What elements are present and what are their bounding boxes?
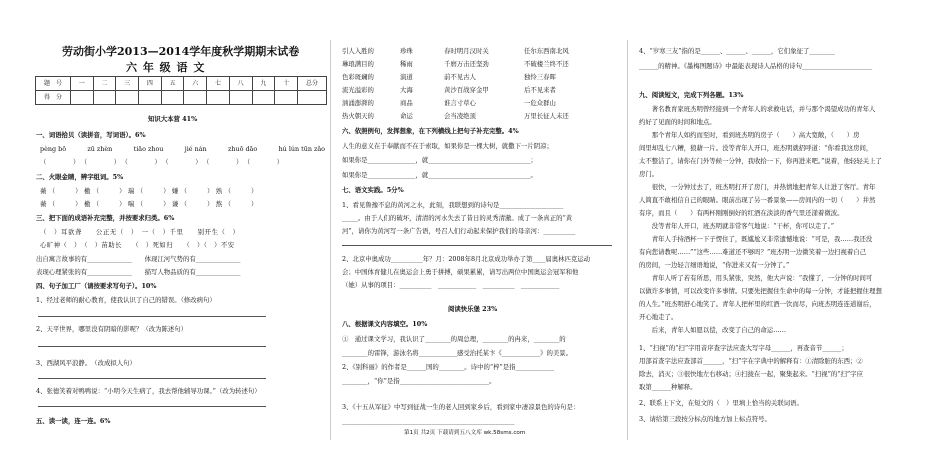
answer-blanks[interactable]: （ ）（ ）（ ）（ ）（ ）（ ） <box>40 158 288 166</box>
passage-line: 有向您请教呢……”“这些……难道还不够吗？”班杰明一边微笑着一边扫视着自己 <box>639 248 867 256</box>
match-item[interactable]: 色彩斑斓的 <box>342 73 374 81</box>
match-item[interactable]: 万里长征人未还 <box>524 112 569 120</box>
paragraph-line[interactable]: 2、《别科丽》的作者是______国的________。诗中的“梓”是指____________ <box>342 363 554 371</box>
answer-line[interactable] <box>38 346 266 347</box>
answer-line[interactable] <box>38 378 266 379</box>
paragraph-line[interactable]: 4、“岁寒三友”指的是______、______、______，它们象征了________ <box>639 47 835 55</box>
passage-line: 青年人听了若有所思，用头紧张，突然，他大声说：“我懂了，一分钟的时间可 <box>639 274 873 282</box>
score-input[interactable] <box>161 91 184 105</box>
score-cell: 十 <box>275 77 298 91</box>
passage-line: 那个青年人如约而至时，看到班杰明的房子（ ）高大宽敞，（ ）房 <box>639 131 860 139</box>
match-item[interactable]: 汹涌澎湃的 <box>342 99 374 107</box>
passage-line: 的房间，一边轻言细语地说，“你进来又有一分钟了。” <box>639 261 790 269</box>
match-item[interactable]: 千磨万击还坚劲 <box>444 60 489 68</box>
passage-line: 后来，青年人如愿以偿，改变了自己的命运…… <box>639 326 786 334</box>
passage-line: 以做许多事情，可以改变许多事情。只要先把握住生命中的每一分钟，才能把握住理想 <box>639 287 882 295</box>
question-heading: 八、根据课文内容填空。10% <box>342 320 428 328</box>
question-heading: 一、词语拾贝（读拼音，写词语）。6% <box>36 131 146 139</box>
match-item[interactable]: 独怜三春晖 <box>524 73 556 81</box>
paragraph-line: 3、《十五从军征》中写到征战一生的老人回到家乡后，看到家中凄凉景色的诗句是： <box>342 403 580 411</box>
score-cell: 三 <box>116 77 139 91</box>
idiom-row[interactable]: （ ）耳欲聋 公正无（ ） 一（ ）千里 别开生（ ） <box>40 228 240 236</box>
passage-line: 间里却乱七八糟，狼藉一片。没等青年人开口，班杰明就招呼道：“你看我这房间， <box>639 144 873 152</box>
pinyin-item: pèng bō <box>40 145 67 153</box>
paragraph-line[interactable]: 1、看见鲁豫不息的黄河之水，此刻，我联想到的诗句是____________________ <box>342 201 564 209</box>
pinyin-item: tiāo zhou <box>133 145 164 153</box>
question-heading: 六、依照例句，发挥想象，在下列横线上把句子补充完整。4% <box>342 127 519 135</box>
passage-line: 约好了见面的时间和地点。 <box>639 118 716 126</box>
pinyin-item: hú lún tūn zǎo <box>278 145 325 153</box>
paragraph-line: 会；中国体育健儿在奥运会上勇于拼搏，硕果累累，请写出两位中国奥运会冠军和他 <box>342 268 579 276</box>
classify-line[interactable]: 出自寓言故事的有______________ 体现江河气势的有______________ <box>36 255 241 263</box>
passage-line: 没等青年人开口，班杰明就非常客气地说：“干杯，你可以走了。” <box>639 222 835 230</box>
pinyin-item: zhuō dāo <box>227 145 258 153</box>
page-footer: 第1页 共2页 下载请到五八文库 wk.58sms.com <box>404 430 526 436</box>
paragraph-line: 除去，消灭；③很快地左右移动；④扫拢在一起，聚集起来。“扫视”的“扫”字应 <box>639 370 863 378</box>
score-input[interactable] <box>184 91 207 105</box>
match-item[interactable]: 前不见古人 <box>444 73 476 81</box>
score-row-label: 得 分 <box>36 91 71 105</box>
word-row[interactable]: 薇（ ）檄（ ）瑞（ ）嫌（ ）熟（ ） <box>40 187 260 195</box>
word-row[interactable]: 薇（ ）檄（ ）喘（ ）谦（ ）熬（ ） <box>40 200 260 208</box>
match-item[interactable]: 大海 <box>400 86 413 94</box>
match-item[interactable]: 引人入胜的 <box>342 47 374 55</box>
paragraph-line[interactable]: 河”，请你为黄河写一条广告语，号召人们行动起来保护我们的母亲河：__________ <box>342 227 576 235</box>
score-cell: 七 <box>207 77 230 91</box>
pinyin-item: zū zhèn <box>87 145 113 153</box>
score-table <box>35 76 327 105</box>
paragraph-line: _____。由于人们的破坏，清清的河水失去了昔日的灵秀清澈。成了一条真正的“黄 <box>342 214 573 222</box>
score-input[interactable] <box>116 91 139 105</box>
passage-line: 有序，而且（ ）有两杯刚刚倒好的红酒在淡淡的香气里还漾着微波。 <box>639 209 844 217</box>
match-item[interactable]: 琳琅满目的 <box>342 60 374 68</box>
match-item[interactable]: 流光溢彩的 <box>342 86 374 94</box>
score-cell: 二 <box>93 77 116 91</box>
match-item[interactable]: 会当凌绝顶 <box>444 112 476 120</box>
paragraph-line[interactable]: （她）从事的项目：__________ ____________ __________ ____________ <box>342 281 560 289</box>
score-header-row <box>36 77 327 91</box>
sentence-prompt: 3、西湖风平浪静。 （改成拟人句） <box>36 359 136 367</box>
score-cell: 九 <box>252 77 275 91</box>
match-item[interactable]: 谁言寸草心 <box>444 99 476 107</box>
question-heading: 二、火眼金睛，辨字组词。5% <box>36 173 124 181</box>
score-input[interactable] <box>93 91 116 105</box>
paragraph-line[interactable]: ① 通过课文学习，我认识了________的周总理，________的冉来，________的 <box>342 335 566 343</box>
score-input[interactable] <box>298 91 327 105</box>
score-cell: 六 <box>184 77 207 91</box>
answer-line[interactable] <box>38 316 266 317</box>
paragraph-line: 2、联系上下文，在短文的（ ）里填上恰当的关联词语。 <box>639 399 803 407</box>
passage-line: 很快，一分钟过去了，班杰明打开了房门，并热情地把青年人让进了客厅。青年 <box>639 183 876 191</box>
sentence-prompt: 1、经过老师的耐心教育，使我认识了自己的错误。（修改病句） <box>36 296 216 304</box>
score-input[interactable] <box>229 91 252 105</box>
match-item[interactable]: 演道 <box>400 73 413 81</box>
score-input[interactable] <box>139 91 162 105</box>
paragraph-line: 3、请给第三段按分标点的地方加上标点符号。 <box>639 415 771 423</box>
paragraph-line[interactable]: ________的雷锋，游泳名将____________感受治托某卞《____________》的美景。 <box>342 349 573 357</box>
section-heading: 知识大本营 41% <box>148 115 198 123</box>
sentence-prompt: 2、天平世界，哪里没有阴暗的影呢？（改为陈述句） <box>36 325 188 333</box>
match-item[interactable]: 命运 <box>400 112 413 120</box>
paragraph-line[interactable]: ______的精神。《墨梅图题诗》中最能表现诗人品格的诗句______________________ <box>639 62 873 70</box>
sentence-prompt: 4、张德笑着对鸭鸭说：“小明今天生病了，我去帮他辅导功课。”（改为转述句） <box>36 387 261 395</box>
question-heading: 五、读一读，连一连。6% <box>36 417 111 425</box>
paragraph-line[interactable]: 2、北京申奥成功__________年？月：2008年8月北京成功举办了第____届奥林匹克运动 <box>342 255 591 263</box>
passage-line: 太不整洁了，请你在门外等候一分钟，我收拾一下，你再进来吧。”说着，他轻轻关上了 <box>639 157 882 165</box>
score-cell: 总分 <box>298 77 327 91</box>
match-item[interactable]: 一危众群山 <box>524 99 556 107</box>
paragraph-line[interactable]: 取第______种解释。 <box>639 383 697 391</box>
pinyin-row <box>40 146 325 152</box>
fill-line[interactable]: 如果你是_______________，就________________________________。 <box>342 171 537 179</box>
example-sentence: 人生的意义在于奉献而不在于索取，如果你是一棵大树，就撒下一片阴凉； <box>342 142 553 150</box>
passage-line: 的人生。”班杰明舒心地笑了。青年人把杯里的红酒一饮而尽，向班杰明连连道谢后， <box>639 300 876 308</box>
question-heading: 七、语文实践。5分% <box>342 186 404 194</box>
score-input[interactable] <box>207 91 230 105</box>
match-item[interactable]: 稀雨 <box>400 60 413 68</box>
passage-line: 开心地走了。 <box>639 313 678 321</box>
column-divider <box>330 40 331 440</box>
score-cell: 五 <box>161 77 184 91</box>
fill-line[interactable]: 如果你是_______________，就________________________________； <box>342 156 537 164</box>
score-cell: 一 <box>71 77 94 91</box>
paragraph-line[interactable]: 1、“扫视”的“扫”字用音序查字法应查大写字母______，再查音节______； <box>639 344 848 352</box>
paragraph-line[interactable]: ______________________________________________________ <box>342 417 515 425</box>
match-item[interactable]: 商品 <box>400 99 413 107</box>
paragraph-line[interactable]: 用部首查字法应查部首______，“扫”字在字典中的解释有：①清除脏的东西；② <box>639 357 863 365</box>
match-item[interactable]: 黄沙百战穿金甲 <box>444 86 489 94</box>
column-divider <box>627 40 628 440</box>
match-item[interactable]: 春时明月汉时关 <box>444 47 489 55</box>
score-cell: 题 号 <box>36 77 71 91</box>
question-heading: 三、把下面的成语补充完整，并按要求归类。6% <box>36 214 175 222</box>
match-item[interactable]: 不破楼兰终不还 <box>524 60 569 68</box>
answer-line[interactable] <box>342 245 612 246</box>
match-item[interactable]: 后不见来者 <box>524 86 556 94</box>
paragraph-line[interactable]: ________，“你”是指____________________________。 <box>342 377 496 385</box>
match-item[interactable]: 热火朝天的 <box>342 112 374 120</box>
passage-line: 著名教育家班杰明曾经接到一个青年人的求救电话，并与那个渴望成功的青年人 <box>639 105 876 113</box>
section-heading: 阅读快乐堡 23% <box>448 305 498 313</box>
score-value-row <box>36 91 327 105</box>
question-heading: 九、阅读短文，完成下列各题。13% <box>639 91 744 99</box>
match-item[interactable]: 珍珠 <box>400 47 413 55</box>
classify-line[interactable]: 表现心理紧张的有______________ 描写人物品质的有______________ <box>36 268 241 276</box>
idiom-row[interactable]: 心旷神（ ） （ ）苗助长 （ ）死如归 （ ）（ ）不安 <box>40 241 235 249</box>
passage-line: 房门。 <box>639 170 659 178</box>
question-heading: 四、句子加工厂（请按要求写句子）。10% <box>36 282 157 290</box>
page-subtitle: 六 年 级 语 文 <box>126 61 206 74</box>
score-cell: 八 <box>229 77 252 91</box>
score-cell: 四 <box>139 77 162 91</box>
pinyin-item: jié nán <box>184 145 207 153</box>
answer-line[interactable] <box>38 406 266 407</box>
score-input[interactable] <box>252 91 275 105</box>
passage-line: 青年人手持酒杯一下子愣住了，既尴尬又非常遗憾地说：“可是，我……我还没 <box>639 235 873 243</box>
passage-line: 人简直不敢相信自己的眼睛。眼前出现了另一番景象——房间内的一切（ ）井然 <box>639 196 876 204</box>
match-item[interactable]: 任尔东西南北风 <box>524 47 569 55</box>
score-input[interactable] <box>275 91 298 105</box>
page-title: 劳动街小学2013—2014学年度秋学期期末试卷 <box>62 45 300 58</box>
score-input[interactable] <box>71 91 94 105</box>
